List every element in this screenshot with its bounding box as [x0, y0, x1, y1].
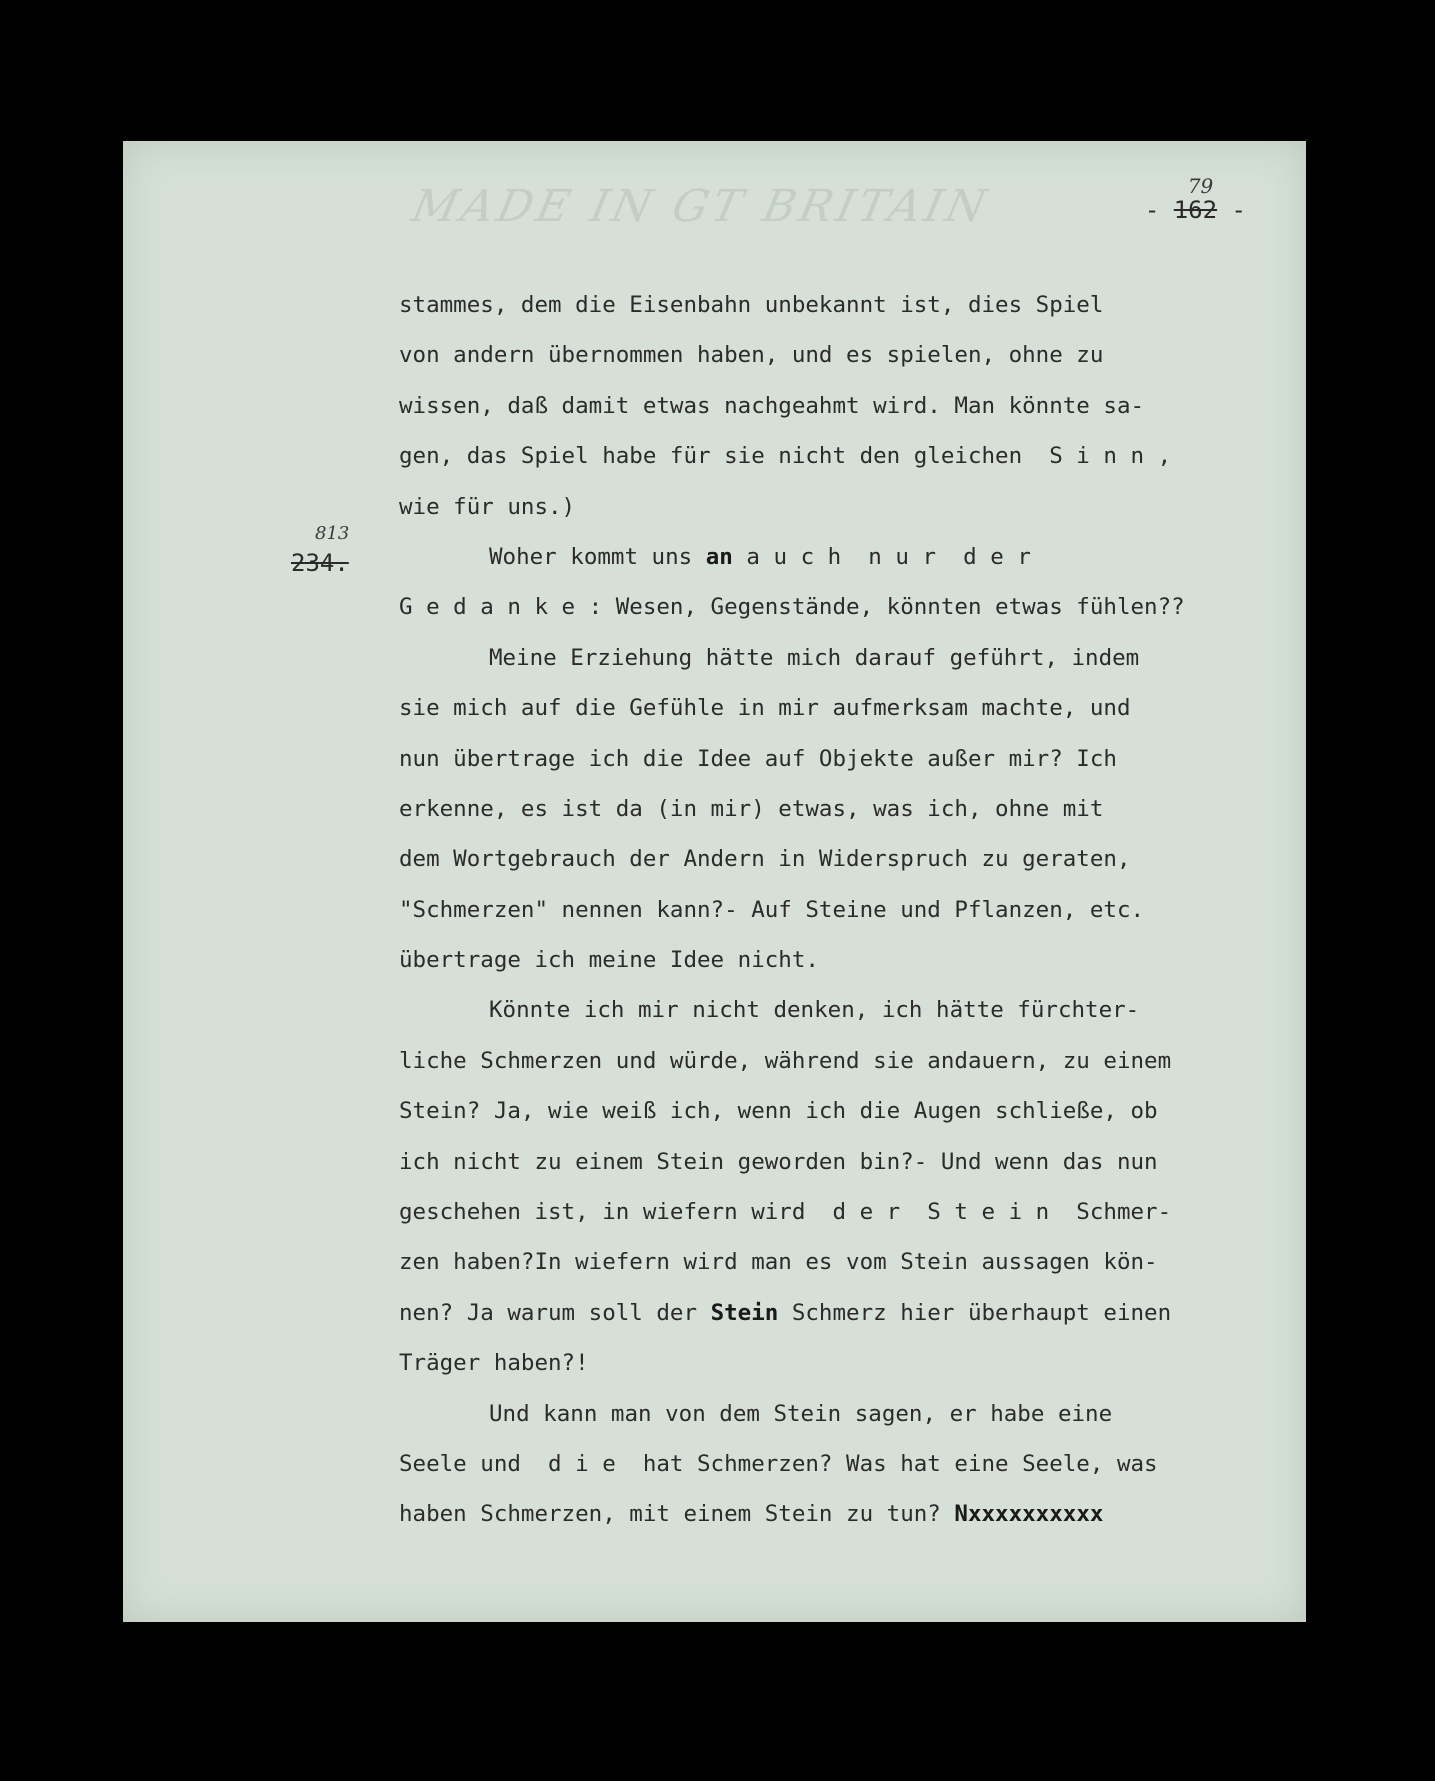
text-line-content: "Schmerzen" nennen kann?- Auf Steine und Pflanzen, etc.: [399, 896, 1145, 923]
text-line-content: wissen, daß damit etwas nachgeahmt wird. Man könnte sa-: [399, 392, 1145, 419]
struck-out-word: an: [705, 543, 733, 570]
page-number-suffix: -: [1217, 196, 1246, 224]
text-line: [399, 1187, 1279, 1237]
text-line: [399, 683, 1279, 733]
text-line-content: Meine Erziehung hätte mich darauf geführt, indem: [489, 644, 1140, 671]
text-line: [399, 1439, 1279, 1489]
text-line-content: ich nicht zu einem Stein geworden bin?- Und wenn das nun: [399, 1148, 1158, 1175]
text-line-content: gen, das Spiel habe für sie nicht den gleichen S i n n ,: [399, 443, 1172, 470]
text-line: [399, 734, 1279, 784]
text-line: [399, 885, 1279, 935]
text-line-content: Seele und d i e hat Schmerzen? Was hat eine Seele, was: [399, 1450, 1158, 1477]
text-line-content: wie für uns.): [399, 493, 576, 520]
page-number-old: 162: [1173, 196, 1218, 224]
text-line-content: Träger haben?!: [399, 1350, 589, 1377]
text-line: [399, 1086, 1279, 1136]
text-line: [399, 1288, 1279, 1338]
text-line: [399, 1036, 1279, 1086]
text-line: [399, 431, 1279, 481]
text-line-continuation: Schmerz hier überhaupt einen: [778, 1299, 1172, 1326]
text-line-content: Und kann man von dem Stein sagen, er habe eine: [489, 1400, 1113, 1427]
paper-watermark: MADE IN GT BRITAIN: [407, 181, 995, 232]
text-line: [399, 1389, 1279, 1439]
text-line: [399, 985, 1279, 1035]
text-line-content: zen haben?In wiefern wird man es vom Stein aussagen kön-: [399, 1249, 1158, 1276]
text-line-content: sie mich auf die Gefühle in mir aufmerksam machte, und: [399, 695, 1131, 722]
section-number-old: 234.: [291, 549, 349, 577]
text-line-content: erkenne, es ist da (in mir) etwas, was ich, ohne mit: [399, 795, 1104, 822]
text-line: [399, 1338, 1279, 1388]
text-line-content: von andern übernommen haben, und es spielen, ohne zu: [399, 342, 1104, 369]
page-number: [1144, 174, 1246, 224]
text-line: [399, 1489, 1279, 1539]
text-line-content: Woher kommt uns: [489, 543, 706, 570]
text-line: [399, 633, 1279, 683]
text-line-content: dem Wortgebrauch der Andern in Widerspruch zu geraten,: [399, 846, 1131, 873]
text-line-content: G e d a n k e : Wesen, Gegenstände, könnten etwas fühlen??: [399, 594, 1185, 621]
text-line: [399, 1137, 1279, 1187]
text-line: [399, 784, 1279, 834]
text-line: [399, 532, 1279, 582]
text-line-content: stammes, dem die Eisenbahn unbekannt ist, dies Spiel: [399, 292, 1104, 318]
text-line-content: übertrage ich meine Idee nicht.: [399, 947, 819, 974]
text-line: [399, 330, 1279, 380]
page-number-prefix: -: [1144, 196, 1174, 224]
section-number-handwritten: 813: [315, 523, 350, 544]
text-line: [399, 1237, 1279, 1287]
struck-out-word: Stein: [710, 1299, 779, 1326]
text-line: [399, 482, 1279, 532]
typescript-page: [123, 141, 1306, 1622]
text-line: [399, 935, 1279, 985]
text-line-content: Stein? Ja, wie weiß ich, wenn ich die Augen schließe, ob: [399, 1098, 1158, 1125]
page-number-handwritten: 79: [1187, 174, 1214, 198]
section-number: [291, 523, 350, 577]
text-line: [399, 582, 1279, 632]
text-line-content: Könnte ich mir nicht denken, ich hätte fürchter-: [489, 997, 1140, 1024]
text-line: [399, 381, 1279, 431]
text-line-continuation: a u c h n u r d e r: [732, 543, 1031, 570]
typed-text-body: [399, 280, 1279, 1540]
struck-out-word: Nxxxxxxxxxx: [954, 1501, 1104, 1528]
text-line-content: liche Schmerzen und würde, während sie andauern, zu einem: [399, 1047, 1172, 1074]
text-line: [399, 834, 1279, 884]
text-line-content: geschehen ist, in wiefern wird d e r S t e i n Schmer-: [399, 1199, 1172, 1226]
text-line-content: nun übertrage ich die Idee auf Objekte außer mir? Ich: [399, 745, 1117, 772]
text-line: [399, 280, 1279, 330]
text-line-content: haben Schmerzen, mit einem Stein zu tun?: [399, 1501, 955, 1528]
text-line-content: nen? Ja warum soll der: [399, 1299, 711, 1326]
